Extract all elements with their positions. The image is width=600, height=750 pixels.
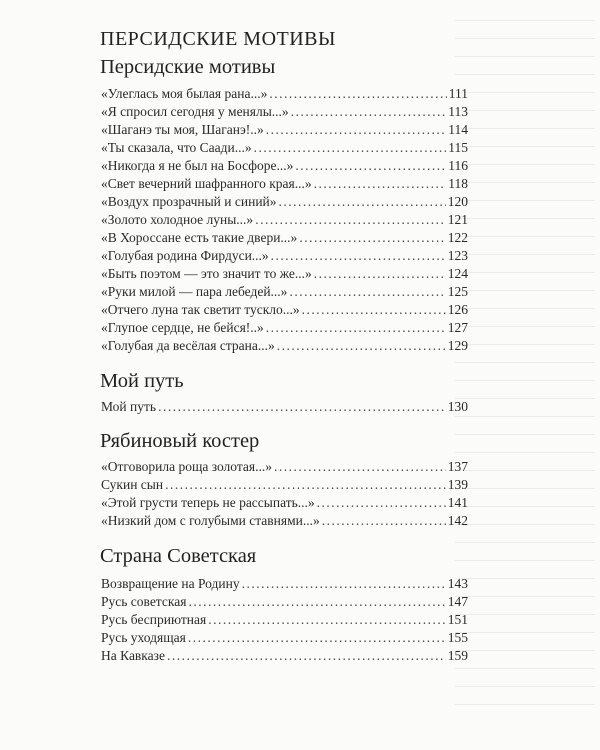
toc-entry-title: «Голубая родина Фирдуси...» bbox=[101, 248, 269, 263]
toc-entry[interactable] bbox=[101, 103, 468, 120]
toc-entry[interactable] bbox=[101, 175, 468, 192]
toc-entry-page: 151 bbox=[447, 612, 468, 627]
toc-entry-page: 114 bbox=[448, 122, 468, 137]
toc-entry[interactable] bbox=[101, 512, 468, 529]
toc-leader-dots bbox=[188, 629, 446, 646]
toc-entry[interactable] bbox=[101, 319, 468, 336]
toc-entry-title: «Шаганэ ты моя, Шаганэ!..» bbox=[101, 122, 264, 137]
toc-entry[interactable] bbox=[101, 593, 468, 610]
section-title-my-path: Мой путь bbox=[100, 370, 184, 392]
toc-entry-title: Сукин сын bbox=[101, 477, 164, 492]
toc-entry-page: 159 bbox=[447, 648, 468, 663]
toc-entry-page: 123 bbox=[447, 248, 468, 263]
toc-leader-dots bbox=[299, 229, 445, 246]
toc-entry[interactable] bbox=[101, 229, 468, 246]
toc-leader-dots bbox=[271, 247, 446, 264]
toc-entry-title: Мой путь bbox=[101, 399, 157, 414]
toc-entry-title: «Воздух прозрачный и синий» bbox=[101, 194, 277, 209]
toc-leader-dots bbox=[167, 647, 446, 664]
toc-entry[interactable] bbox=[101, 611, 468, 628]
toc-entry-page: 113 bbox=[448, 104, 468, 119]
section-title-soviet-country: Страна Советская bbox=[100, 545, 257, 567]
toc-entry-title: «Отговорила роща золотая...» bbox=[101, 459, 272, 474]
toc-entry-page: 111 bbox=[448, 86, 468, 101]
toc-entry-title: «В Хороссане есть такие двери...» bbox=[101, 230, 298, 245]
toc-entry-page: 122 bbox=[447, 230, 468, 245]
toc-entry-title: «Низкий дом с голубыми ставнями...» bbox=[101, 513, 320, 528]
toc-entry-page: 155 bbox=[447, 630, 468, 645]
toc-leader-dots bbox=[322, 512, 446, 529]
toc-entry-title: «Улеглась моя былая рана...» bbox=[101, 86, 268, 101]
toc-entry-title: «Золото холодное луны...» bbox=[101, 212, 254, 227]
toc-entry[interactable] bbox=[101, 629, 468, 646]
toc-leader-dots bbox=[266, 121, 446, 138]
toc-entry[interactable] bbox=[101, 247, 468, 264]
toc-entry-title: «Глупое сердце, не бейся!..» bbox=[101, 320, 264, 335]
toc-entry[interactable] bbox=[101, 337, 468, 354]
toc-entry-page: 139 bbox=[447, 477, 468, 492]
toc-entry[interactable] bbox=[101, 283, 468, 300]
toc-entry[interactable] bbox=[101, 139, 468, 156]
toc-entry-page: 124 bbox=[447, 266, 468, 281]
toc-leader-dots bbox=[188, 593, 445, 610]
toc-entry-page: 115 bbox=[448, 140, 468, 155]
toc-entry-page: 116 bbox=[448, 158, 468, 173]
part-title: ПЕРСИДСКИЕ МОТИВЫ bbox=[100, 28, 336, 50]
toc-entry[interactable] bbox=[101, 458, 468, 475]
toc-entry-title: «Руки милой — пара лебедей...» bbox=[101, 284, 288, 299]
toc-leader-dots bbox=[208, 611, 446, 628]
toc-entry-title: На Кавказе bbox=[101, 648, 165, 663]
toc-leader-dots bbox=[158, 398, 446, 415]
toc-leader-dots bbox=[291, 103, 447, 120]
toc-entry-title: Русь советская bbox=[101, 594, 187, 609]
toc-entry-title: «Быть поэтом — это значит то же...» bbox=[101, 266, 312, 281]
section-title-persian-motifs: Персидские мотивы bbox=[100, 56, 276, 78]
toc-entry-title: Русь бесприютная bbox=[101, 612, 207, 627]
toc-leader-dots bbox=[269, 85, 446, 102]
toc-entry-page: 130 bbox=[447, 399, 468, 414]
toc-entry-title: «Свет вечерний шафранного края...» bbox=[101, 176, 312, 191]
toc-leader-dots bbox=[277, 337, 446, 354]
toc-entry-page: 137 bbox=[447, 459, 468, 474]
toc-leader-dots bbox=[302, 301, 446, 318]
toc-entry-page: 147 bbox=[447, 594, 468, 609]
toc-leader-dots bbox=[254, 139, 447, 156]
toc-entry-page: 126 bbox=[447, 302, 468, 317]
toc-entry[interactable] bbox=[101, 157, 468, 174]
toc-entry[interactable] bbox=[101, 301, 468, 318]
toc-leader-dots bbox=[279, 193, 446, 210]
toc-entry-title: «Отчего луна так светит тускло...» bbox=[101, 302, 300, 317]
toc-entry[interactable] bbox=[101, 575, 468, 592]
toc-entry-page: 121 bbox=[447, 212, 468, 227]
toc-entry-title: Возвращение на Родину bbox=[101, 576, 240, 591]
toc-entry-title: «Никогда я не был на Босфоре...» bbox=[101, 158, 294, 173]
section-title-rowan-fire: Рябиновый костер bbox=[100, 430, 260, 452]
toc-entry[interactable] bbox=[101, 85, 468, 102]
toc-entry[interactable] bbox=[101, 494, 468, 511]
toc-entry-page: 141 bbox=[447, 495, 468, 510]
toc-entry-title: «Этой грусти теперь не рассыпать...» bbox=[101, 495, 315, 510]
toc-entry-title: «Ты сказала, что Саади...» bbox=[101, 140, 252, 155]
toc-leader-dots bbox=[314, 175, 447, 192]
toc-entry-page: 118 bbox=[448, 176, 468, 191]
toc-entry[interactable] bbox=[101, 193, 468, 210]
toc-entry[interactable] bbox=[101, 398, 468, 415]
toc-entry-page: 125 bbox=[447, 284, 468, 299]
toc-entry-page: 142 bbox=[447, 513, 468, 528]
toc-leader-dots bbox=[266, 319, 446, 336]
toc-entry[interactable] bbox=[101, 647, 468, 664]
toc-entry-title: «Голубая да весёлая страна...» bbox=[101, 338, 275, 353]
toc-entry-page: 143 bbox=[447, 576, 468, 591]
toc-entry-page: 129 bbox=[447, 338, 468, 353]
toc-entry[interactable] bbox=[101, 265, 468, 282]
toc-entry[interactable] bbox=[101, 121, 468, 138]
toc-entry-page: 127 bbox=[447, 320, 468, 335]
toc-entry-page: 120 bbox=[447, 194, 468, 209]
toc-leader-dots bbox=[242, 575, 446, 592]
toc-entry[interactable] bbox=[101, 211, 468, 228]
toc-leader-dots bbox=[274, 458, 446, 475]
toc-entry[interactable] bbox=[101, 476, 468, 493]
toc-entry-title: Русь уходящая bbox=[101, 630, 186, 645]
toc-leader-dots bbox=[289, 283, 445, 300]
toc-leader-dots bbox=[255, 211, 446, 228]
toc-leader-dots bbox=[314, 265, 446, 282]
toc-entry-title: «Я спросил сегодня у менялы...» bbox=[101, 104, 289, 119]
page-bleed-through bbox=[455, 20, 595, 720]
toc-leader-dots bbox=[295, 157, 446, 174]
toc-leader-dots bbox=[165, 476, 446, 493]
toc-leader-dots bbox=[317, 494, 446, 511]
